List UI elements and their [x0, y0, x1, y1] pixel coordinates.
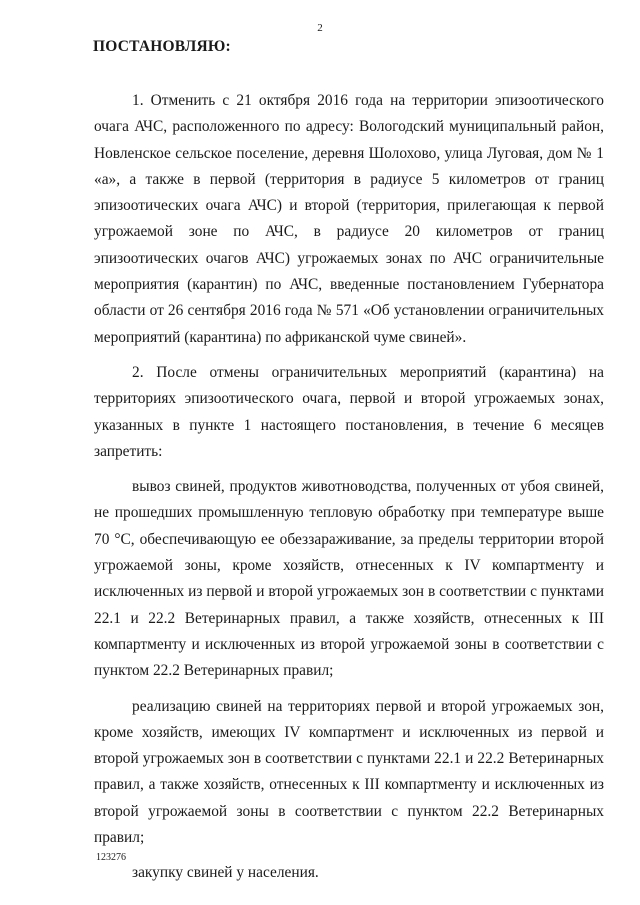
document-heading: ПОСТАНОВЛЯЮ: — [93, 38, 231, 55]
page-number: 2 — [317, 22, 323, 34]
document-body — [94, 88, 604, 887]
paragraph-2-prohibitions: 2. После отмены ограничительных мероприятий (карантина) на территориях эпизоотического очага, первой и второй угрожаемых зонах, указанных в пункте 1 настоящего постановления, в течение 6 месяцев запретить: — [94, 363, 604, 460]
document-code: 123276 — [96, 852, 126, 863]
prohibition-export-pigs: вывоз свиней, продуктов животноводства, полученных от убоя свиней, не прошедших промышленную тепловую обработку при температуре выше 70 °С, обеспечивающую ее обеззараживание, за пределы территории второй угрожаемой зоны, кроме хозяйств, отнесенных к IV компартменту и исключенных из первой и второй угрожаемых зон в соответствии с пунктами 22.1 и 22.2 Ветеринарных правил, а также хозяйств, отнесенных к III компартменту и исключенных из второй угрожаемой зоны в соответствии с пунктом 22.2 Ветеринарных правил; — [94, 478, 604, 680]
paragraph-1-cancel-quarantine: 1. Отменить с 21 октября 2016 года на территории эпизоотического очага АЧС, расположенного по адресу: Вологодский муниципальный район, Новленское сельское поселение, деревня Шолохово, улица Луговая, дом № 1 «а», а также в первой (территория в радиусе 5 километров от границ эпизоотических очага АЧС) и второй (территория, прилегающая к первой угрожаемой зоне по АЧС, в радиусе 20 километров от границ эпизоотических очагов АЧС) угрожаемых зонах по АЧС ограничительные мероприятия (карантин) по АЧС, введенные постановлением Губернатора области от 26 сентября 2016 года № 571 «Об установлении ограничительных мероприятий (карантина) по африканской чуме свиней». — [94, 92, 604, 346]
prohibition-sale-pigs: реализацию свиней на территориях первой и второй угрожаемых зон, кроме хозяйств, имеющих IV компартмент и исключенных из первой и второй угрожаемых зон в соответствии с пунктами 22.1 и 22.2 Ветеринарных правил, а также хозяйств, отнесенных к III компартменту и исключенных из второй угрожаемой зоны в соответствии с пунктом 22.2 Ветеринарных правил; — [94, 697, 604, 847]
prohibition-purchase-pigs: закупку свиней у населения. — [132, 864, 319, 882]
